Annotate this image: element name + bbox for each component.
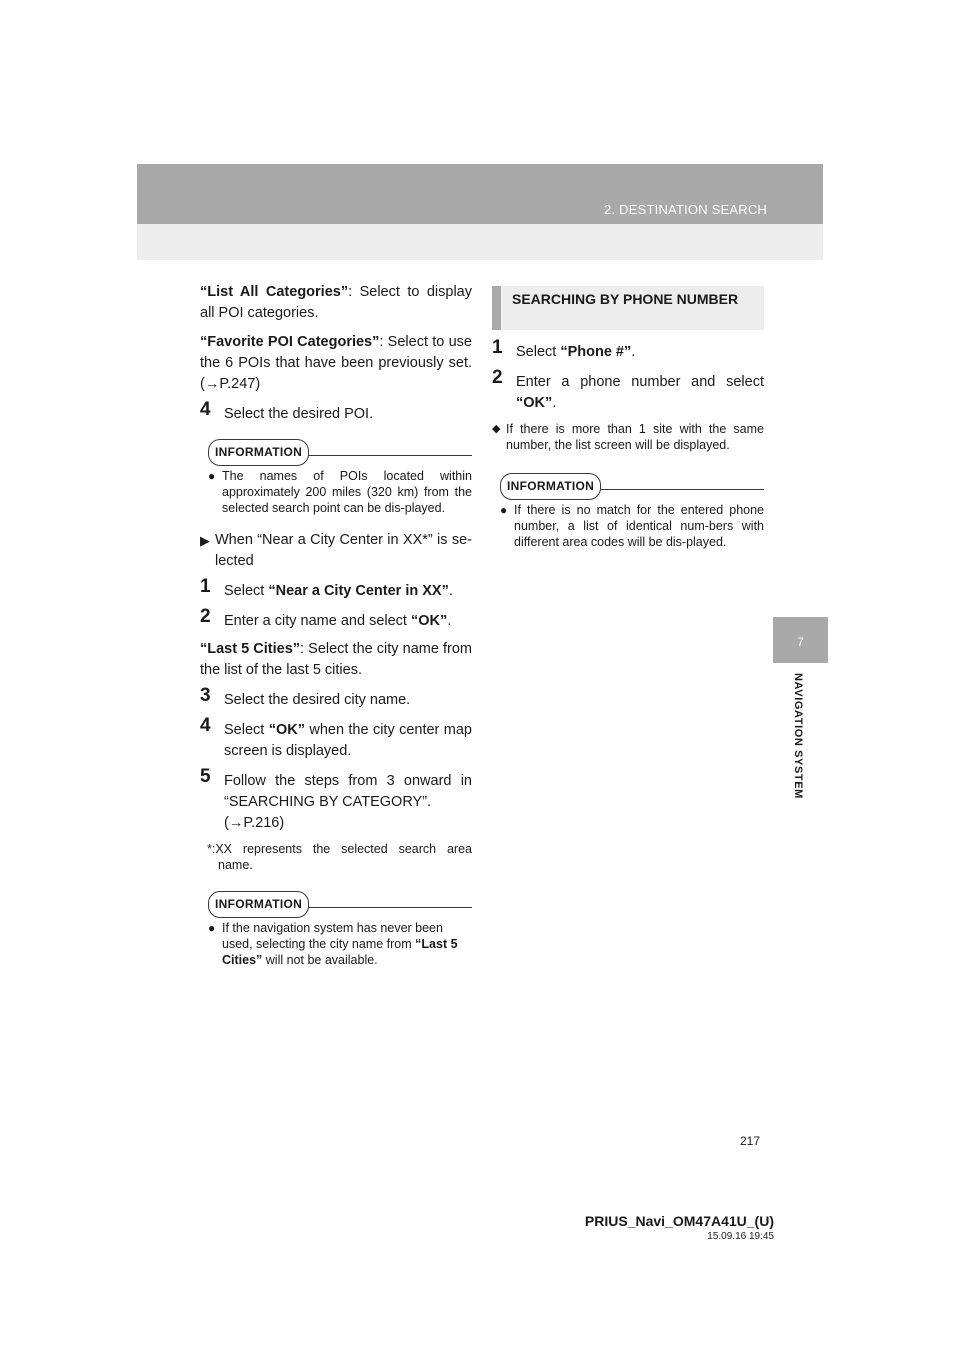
favorite-poi-paragraph <box>200 332 472 395</box>
step-enter-city <box>200 606 472 632</box>
step-text: Select <box>224 583 269 599</box>
diamond-icon: ◆ <box>492 423 501 435</box>
step-text: Select the desired POI. <box>224 406 374 422</box>
chapter-number: 7 <box>797 635 804 649</box>
step-number: 1 <box>200 576 211 597</box>
information-rule <box>303 907 472 908</box>
section-heading <box>492 286 764 330</box>
step-term: “OK” <box>516 395 553 411</box>
last-5-cities-text: : Select the city name from the list of the last 5 cities. <box>200 641 472 678</box>
step-text: Select <box>224 722 269 738</box>
step-select-poi <box>200 399 472 425</box>
step-number: 3 <box>200 685 211 706</box>
step-text: Enter a city name and select <box>224 613 411 629</box>
information-rule <box>303 455 472 456</box>
information-term: “Last 5 Cities” <box>222 937 458 967</box>
section-title: 2. DESTINATION SEARCH <box>604 202 767 217</box>
arrow-icon: ▶ <box>200 533 210 548</box>
page-number: 217 <box>740 1134 761 1148</box>
header-sub-bar <box>137 224 823 260</box>
information-box-phone <box>500 473 764 550</box>
step-punct: . <box>552 395 557 411</box>
list-all-categories-text: : Select to display all POI categories. <box>200 284 472 321</box>
information-box-poi <box>208 439 472 516</box>
multiple-sites-note <box>492 421 764 453</box>
information-text: The names of POIs located within approximately 200 miles (320 km) from the selected search point can be dis-played. <box>222 469 472 515</box>
step-select-near-city <box>200 576 472 602</box>
condition-text: When “Near a City Center in XX*” is se-lected <box>215 532 472 569</box>
list-all-categories-paragraph <box>200 282 472 324</box>
note-text: If there is more than 1 site with the same number, the list screen will be displayed. <box>506 422 764 452</box>
step-number: 4 <box>200 399 211 420</box>
step-select-ok <box>200 715 472 762</box>
step-text-rest: when the city center map screen is displayed. <box>224 722 472 759</box>
favorite-poi-term: “Favorite POI Categories” <box>200 334 380 350</box>
footer-model: PRIUS_Navi_OM47A41U_(U) <box>584 1213 774 1229</box>
step-term: “Near a City Center in XX” <box>268 583 449 599</box>
bullet-icon: ● <box>500 503 508 517</box>
last-5-cities-term: “Last 5 Cities” <box>200 641 301 657</box>
step-text: Enter a phone number and select <box>516 374 764 390</box>
information-item <box>208 920 472 968</box>
step-text: Follow the steps from 3 onward in “SEARCHING BY CATEGORY”. <box>224 773 472 810</box>
information-text-rest: will not be available. <box>262 953 378 967</box>
favorite-poi-text: : Select to use the 6 POIs that have been previously set. <box>200 334 472 371</box>
bullet-icon: ● <box>208 469 216 483</box>
information-rule <box>595 489 764 490</box>
step-punct: . <box>447 613 452 629</box>
information-box-cities <box>208 891 472 968</box>
step-term: “OK” <box>268 722 305 738</box>
near-city-condition <box>200 530 472 572</box>
information-item <box>208 468 472 516</box>
right-column <box>492 286 764 564</box>
step-number: 1 <box>492 337 503 358</box>
step-select-phone <box>492 337 764 363</box>
information-label: INFORMATION <box>208 891 309 918</box>
left-column <box>200 282 472 982</box>
bullet-icon: ● <box>208 921 216 935</box>
step-number: 2 <box>200 606 211 627</box>
information-text: If the navigation system has never been used, selecting the city name from <box>222 921 443 951</box>
information-item <box>500 502 764 550</box>
footnote: *:XX represents the selected search area name. <box>207 842 472 872</box>
step-enter-phone <box>492 367 764 414</box>
list-all-categories-term: “List All Categories” <box>200 284 349 300</box>
information-text: If there is no match for the entered phone number, a list of identical num-bers with different area codes will be dis-played. <box>514 503 764 549</box>
footer-date: 15.09.16 19:45 <box>707 1231 774 1242</box>
step-follow-steps <box>200 766 472 834</box>
section-heading-text: SEARCHING BY PHONE NUMBER <box>512 291 739 307</box>
step-page-ref: (→P.216) <box>224 815 285 831</box>
chapter-label: NAVIGATION SYSTEM <box>792 673 804 799</box>
step-number: 4 <box>200 715 211 736</box>
information-label: INFORMATION <box>208 439 309 466</box>
last-5-cities-paragraph <box>200 639 472 681</box>
information-label: INFORMATION <box>500 473 601 500</box>
step-punct: . <box>448 583 453 599</box>
step-punct: . <box>631 344 636 360</box>
footer <box>585 1213 774 1242</box>
step-term: “Phone #” <box>560 344 632 360</box>
step-number: 5 <box>200 766 211 787</box>
step-text: Select the desired city name. <box>224 692 411 708</box>
header-bar <box>137 164 823 224</box>
step-term: “OK” <box>411 613 448 629</box>
favorite-poi-page-ref: (→P.247) <box>200 376 261 392</box>
step-select-city-name <box>200 685 472 711</box>
chapter-tab <box>773 617 828 663</box>
step-number: 2 <box>492 367 503 388</box>
step-text: Select <box>516 344 561 360</box>
